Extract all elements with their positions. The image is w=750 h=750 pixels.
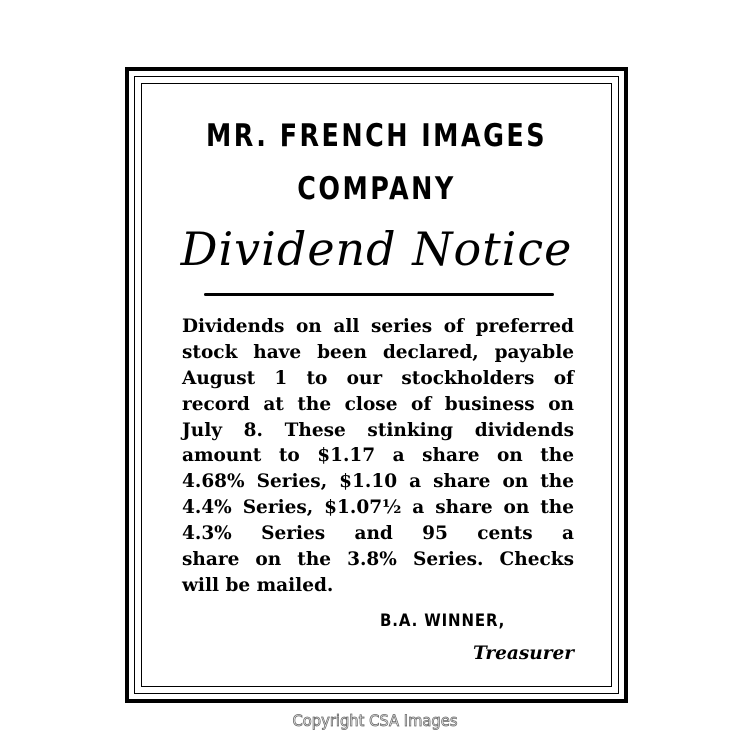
notice-heading: Dividend Notice	[180, 222, 573, 276]
body-line: share on the 3.8% Series. Checks	[182, 549, 574, 571]
signer-name: B.A. WINNER,	[380, 611, 506, 631]
body-line: record at the close of business on	[182, 393, 574, 415]
body-line: 4.3% Series and 95 cents a	[182, 523, 574, 545]
signer-title: Treasurer	[472, 643, 574, 664]
body-line: amount to $1.17 a share on the	[182, 445, 574, 467]
body-line: stock have been declared, payable	[182, 341, 574, 363]
company-name-line-1: MR. FRENCH IMAGES	[206, 118, 547, 154]
copyright-watermark: Copyright CSA Images	[292, 711, 458, 730]
heading-underline	[204, 293, 554, 296]
body-line: 4.4% Series, $1.07½ a share on the	[182, 497, 574, 519]
body-line: will be mailed.	[182, 574, 334, 596]
body-line: Dividends on all series of preferred	[182, 316, 574, 337]
notice-body	[182, 314, 574, 599]
company-name-line-2: COMPANY	[297, 171, 456, 207]
body-line: July 8. These stinking dividends	[182, 419, 574, 441]
body-line: August 1 to our stockholders of	[182, 367, 574, 389]
body-line: 4.68% Series, $1.10 a share on the	[182, 471, 574, 493]
